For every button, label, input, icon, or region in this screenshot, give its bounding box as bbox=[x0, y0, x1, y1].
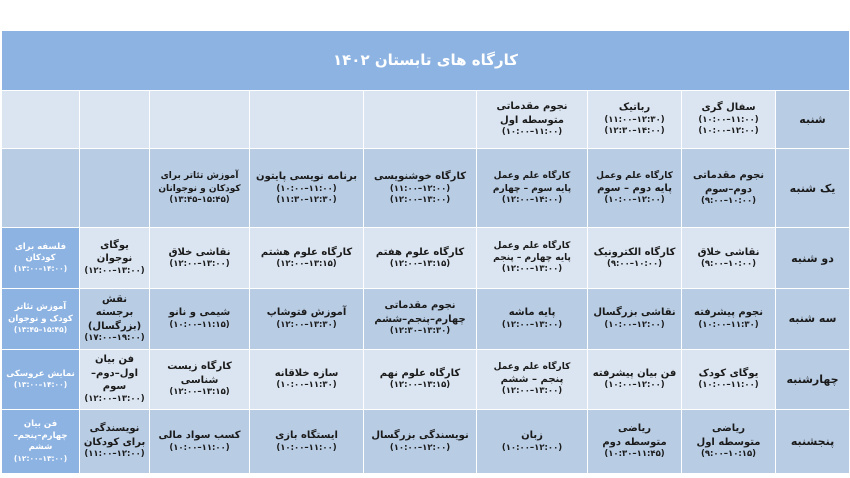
workshop-name: نمایش عروسکی bbox=[6, 368, 75, 379]
workshop-cell bbox=[80, 288, 150, 349]
workshop-time: (۱۰:۰۰–۱۲:۰۰) bbox=[698, 126, 759, 137]
day-label: سه شنبه bbox=[776, 288, 850, 349]
workshop-name: اول–دوم–سوم bbox=[91, 367, 139, 393]
extra-workshop-cell bbox=[2, 410, 80, 474]
workshop-name: فن بیان bbox=[94, 354, 135, 366]
workshop-name: برنامه نویسی پایتون bbox=[256, 171, 357, 183]
workshop-time: (۱۰:۰۰–۱۱:۰۰) bbox=[276, 442, 337, 453]
workshop-name: ریاضی bbox=[711, 423, 746, 435]
workshop-name: متوسطه اول bbox=[500, 114, 564, 126]
workshop-name: سازه خلاقانه bbox=[274, 367, 339, 379]
workshop-name: یوگای نوجوان bbox=[96, 239, 133, 265]
workshop-time: (۱۰:۰۰–۱۲:۰۰) bbox=[604, 319, 665, 330]
workshop-name: نجوم پیشرفته bbox=[694, 307, 763, 319]
workshop-time: (۱۰:۰۰–۱۱:۰۰) bbox=[501, 127, 563, 138]
workshop-schedule-table bbox=[1, 30, 850, 474]
workshop-time: (۱۰:۰۰–۱۲:۰۰) bbox=[389, 442, 451, 453]
workshop-time: (۱۲:۰۰–۱۳:۱۵) bbox=[169, 387, 230, 398]
day-row bbox=[2, 149, 850, 228]
workshop-time: (۱۲:۰۰–۱۳:۰۰) bbox=[501, 386, 563, 397]
workshop-time: (۱۰:۰۰–۱۱:۳۰) bbox=[698, 319, 759, 330]
workshop-time: (۱۳:۰۰–۱۴:۰۰) bbox=[13, 380, 68, 390]
schedule-title: کارگاه های تابستان ۱۴۰۲ bbox=[2, 31, 850, 91]
workshop-time: (۱۲:۰۰–۱۳:۰۰) bbox=[501, 319, 563, 330]
workshop-time: (۱۷:۰۰–۱۹:۰۰) bbox=[84, 333, 145, 344]
day-label: شنبه bbox=[776, 90, 850, 149]
workshop-name: (بزرگسال) bbox=[87, 320, 142, 332]
workshop-name: یوگای کودک bbox=[698, 367, 759, 379]
empty-slot bbox=[150, 90, 250, 149]
workshop-name: پایه سوم – چهارم bbox=[492, 183, 572, 194]
workshop-name: ایستگاه بازی bbox=[275, 430, 338, 442]
extra-workshop-cell bbox=[2, 349, 80, 410]
workshop-name: کارگاه علم وعمل bbox=[493, 171, 571, 182]
empty-slot bbox=[364, 90, 477, 149]
day-label: پنجشنبه bbox=[776, 410, 850, 474]
workshop-time: (۱۲:۳۰–۱۳:۳۰) bbox=[389, 326, 451, 337]
workshop-name: فن بیان bbox=[23, 419, 58, 430]
workshop-time: (۹:۰۰–۱۰:۱۵) bbox=[700, 449, 757, 460]
workshop-cell bbox=[477, 288, 588, 349]
workshop-cell bbox=[250, 149, 364, 228]
workshop-cell bbox=[364, 228, 477, 289]
workshop-cell bbox=[150, 410, 250, 474]
empty-slot bbox=[80, 149, 150, 228]
workshop-name: متوسطه اول bbox=[696, 436, 761, 448]
workshop-name: آموزش فتوشاپ bbox=[266, 307, 347, 319]
workshop-time: (۹:۰۰–۱۰:۰۰) bbox=[700, 259, 757, 270]
workshop-time: (۱۲:۰۰–۱۳:۳۰) bbox=[276, 319, 337, 330]
workshop-name: کارگاه علم وعمل bbox=[493, 241, 571, 252]
workshop-name: چهارم–پنجم–ششم bbox=[13, 430, 68, 453]
workshop-cell bbox=[477, 149, 588, 228]
workshop-cell bbox=[150, 228, 250, 289]
workshop-time: (۱۲:۰۰–۱۴:۰۰) bbox=[501, 194, 563, 205]
workshop-name: پایه چهارم – پنجم bbox=[493, 253, 571, 264]
workshop-cell bbox=[80, 410, 150, 474]
empty-slot bbox=[250, 90, 364, 149]
workshop-time: (۱۰:۳۰–۱۱:۴۵) bbox=[604, 449, 665, 460]
workshop-cell bbox=[250, 410, 364, 474]
workshop-cell bbox=[588, 288, 682, 349]
workshop-cell bbox=[682, 149, 776, 228]
day-row bbox=[2, 288, 850, 349]
workshop-name: کودک و نوجوان bbox=[8, 313, 73, 324]
workshop-time: (۱۰:۰۰–۱۱:۰۰) bbox=[276, 183, 337, 194]
workshop-time: (۱۲:۳۰–۱۴:۰۰) bbox=[604, 126, 665, 137]
workshop-cell bbox=[588, 90, 682, 149]
workshop-name: کارگاه علوم هفتم bbox=[375, 246, 465, 258]
workshop-cell bbox=[682, 410, 776, 474]
workshop-time: (۱۱:۰۰–۱۲:۰۰) bbox=[389, 183, 451, 194]
workshop-name: پایه دوم – سوم bbox=[597, 182, 672, 194]
workshop-name: شیمی و نانو bbox=[168, 307, 231, 319]
workshop-cell bbox=[477, 228, 588, 289]
workshop-cell bbox=[150, 149, 250, 228]
workshop-cell bbox=[682, 228, 776, 289]
workshop-name: نجوم مقدماتی bbox=[693, 170, 765, 182]
workshop-cell bbox=[588, 149, 682, 228]
day-label: یک شنبه bbox=[776, 149, 850, 228]
workshop-time: (۱۳:۰۰–۱۴:۰۰) bbox=[13, 264, 68, 274]
workshop-cell bbox=[150, 349, 250, 410]
workshop-name: کارگاه زیست شناسی bbox=[167, 361, 232, 386]
workshop-name: سفال گری bbox=[701, 102, 756, 114]
workshop-time: (۱۲:۰۰–۱۳:۱۵) bbox=[389, 259, 451, 270]
empty-slot bbox=[80, 90, 150, 149]
workshop-cell bbox=[364, 149, 477, 228]
workshop-name: آموزش تئاتر bbox=[14, 302, 67, 313]
workshop-name: کارگاه الکترونیک bbox=[593, 246, 676, 258]
workshop-cell bbox=[588, 410, 682, 474]
workshop-time: (۱۳:۴۵–۱۵:۴۵) bbox=[13, 325, 68, 335]
workshop-name: نقاشی خلاق bbox=[697, 246, 760, 258]
workshop-name: پنجم – ششم bbox=[500, 373, 564, 385]
day-row bbox=[2, 349, 850, 410]
workshop-name: نویسندگی bbox=[89, 423, 140, 435]
day-label: دو شنبه bbox=[776, 228, 850, 289]
workshop-cell bbox=[682, 90, 776, 149]
workshop-cell bbox=[250, 349, 364, 410]
day-row bbox=[2, 90, 850, 149]
workshop-name: نقاشی بزرگسال bbox=[593, 307, 676, 319]
workshop-time: (۹:۰۰–۱۰:۰۰) bbox=[700, 196, 757, 207]
workshop-time: (۱۰:۰۰–۱۱:۰۰) bbox=[698, 114, 759, 125]
workshop-time: (۱۰:۰۰–۱۱:۰۰) bbox=[698, 380, 759, 391]
workshop-time: (۱۱:۰۰–۱۲:۳۰) bbox=[604, 114, 665, 125]
workshop-name: نجوم مقدماتی bbox=[384, 300, 456, 312]
workshop-time: (۱۲:۰۰–۱۳:۰۰) bbox=[13, 453, 68, 463]
workshop-cell bbox=[364, 349, 477, 410]
workshop-name: نجوم مقدماتی bbox=[496, 101, 568, 113]
workshop-time: (۱۲:۰۰–۱۳:۰۰) bbox=[169, 259, 230, 270]
day-row bbox=[2, 410, 850, 474]
day-row bbox=[2, 228, 850, 289]
workshop-cell bbox=[150, 288, 250, 349]
workshop-time: (۱۲:۰۰–۱۳:۰۰) bbox=[84, 265, 145, 276]
workshop-name: نقش برجسته bbox=[95, 293, 134, 319]
workshop-cell bbox=[364, 410, 477, 474]
workshop-time: (۹:۰۰–۱۰:۰۰) bbox=[606, 259, 663, 270]
workshop-cell bbox=[588, 228, 682, 289]
workshop-time: (۱۰:۰۰–۱۲:۰۰) bbox=[604, 380, 665, 391]
workshop-cell bbox=[364, 288, 477, 349]
workshop-cell bbox=[250, 288, 364, 349]
workshop-time: (۱۰:۰۰–۱۱:۰۰) bbox=[169, 442, 230, 453]
extra-workshop-cell bbox=[2, 288, 80, 349]
workshop-cell bbox=[80, 349, 150, 410]
workshop-time: (۱۱:۳۰–۱۲:۳۰) bbox=[276, 195, 337, 206]
workshop-name: زبان bbox=[521, 430, 543, 442]
workshop-time: (۱۳:۴۵–۱۵:۴۵) bbox=[169, 194, 230, 205]
workshop-name: نویسندگی بزرگسال bbox=[371, 430, 469, 442]
workshop-cell bbox=[588, 349, 682, 410]
workshop-name: کارگاه علوم نهم bbox=[379, 367, 461, 379]
workshop-name: ریاضی bbox=[617, 423, 652, 435]
workshop-name: کارگاه علم وعمل bbox=[493, 361, 571, 372]
workshop-time: (۱۱:۰۰–۱۲:۰۰) bbox=[84, 449, 145, 460]
workshop-cell bbox=[250, 228, 364, 289]
workshop-cell bbox=[682, 288, 776, 349]
workshop-name: کسب سواد مالی bbox=[158, 430, 241, 442]
workshop-time: (۱۰:۰۰–۱۲:۰۰) bbox=[604, 195, 665, 206]
workshop-name: فلسفه برای کودکان bbox=[14, 241, 67, 263]
workshop-name: کارگاه علوم هشتم bbox=[260, 246, 353, 258]
workshop-name: آموزش تئاتر برای bbox=[160, 171, 239, 182]
workshop-name: متوسطه دوم bbox=[602, 436, 667, 448]
workshop-time: (۱۲:۰۰–۱۳:۰۰) bbox=[389, 195, 451, 206]
workshop-cell bbox=[80, 228, 150, 289]
workshop-time: (۱۰:۰۰–۱۲:۰۰) bbox=[501, 442, 563, 453]
workshop-cell bbox=[477, 349, 588, 410]
workshop-time: (۱۲:۰۰–۱۳:۰۰) bbox=[501, 264, 563, 275]
workshop-name: برای کودکان bbox=[83, 436, 146, 448]
extra-workshop-cell bbox=[2, 228, 80, 289]
empty-slot bbox=[2, 149, 80, 228]
workshop-cell bbox=[477, 90, 588, 149]
workshop-name: کارگاه خوشنویسی bbox=[374, 171, 467, 183]
workshop-time: (۱۰:۰۰–۱۱:۱۵) bbox=[169, 319, 230, 330]
workshop-name: کودکان و نوجوانان bbox=[158, 183, 241, 194]
empty-slot bbox=[2, 90, 80, 149]
workshop-name: فن بیان پیشرفته bbox=[592, 367, 677, 379]
workshop-time: (۱۲:۰۰–۱۳:۱۵) bbox=[389, 380, 451, 391]
workshop-time: (۱۲:۰۰–۱۳:۰۰) bbox=[84, 393, 145, 404]
workshop-cell bbox=[477, 410, 588, 474]
workshop-cell bbox=[682, 349, 776, 410]
workshop-name: نقاشی خلاق bbox=[168, 246, 231, 258]
day-label: چهارشنبه bbox=[776, 349, 850, 410]
title-row bbox=[2, 31, 850, 91]
workshop-name: پایه ماشه bbox=[508, 307, 556, 319]
workshop-time: (۱۲:۰۰–۱۳:۱۵) bbox=[276, 259, 337, 270]
workshop-name: کارگاه علم وعمل bbox=[596, 170, 673, 181]
workshop-name: رباتیک bbox=[618, 102, 651, 114]
workshop-name: چهارم–پنجم–ششم bbox=[374, 313, 466, 325]
workshop-time: (۱۰:۰۰–۱۱:۳۰) bbox=[276, 380, 337, 391]
workshop-name: دوم–سوم bbox=[704, 183, 753, 195]
